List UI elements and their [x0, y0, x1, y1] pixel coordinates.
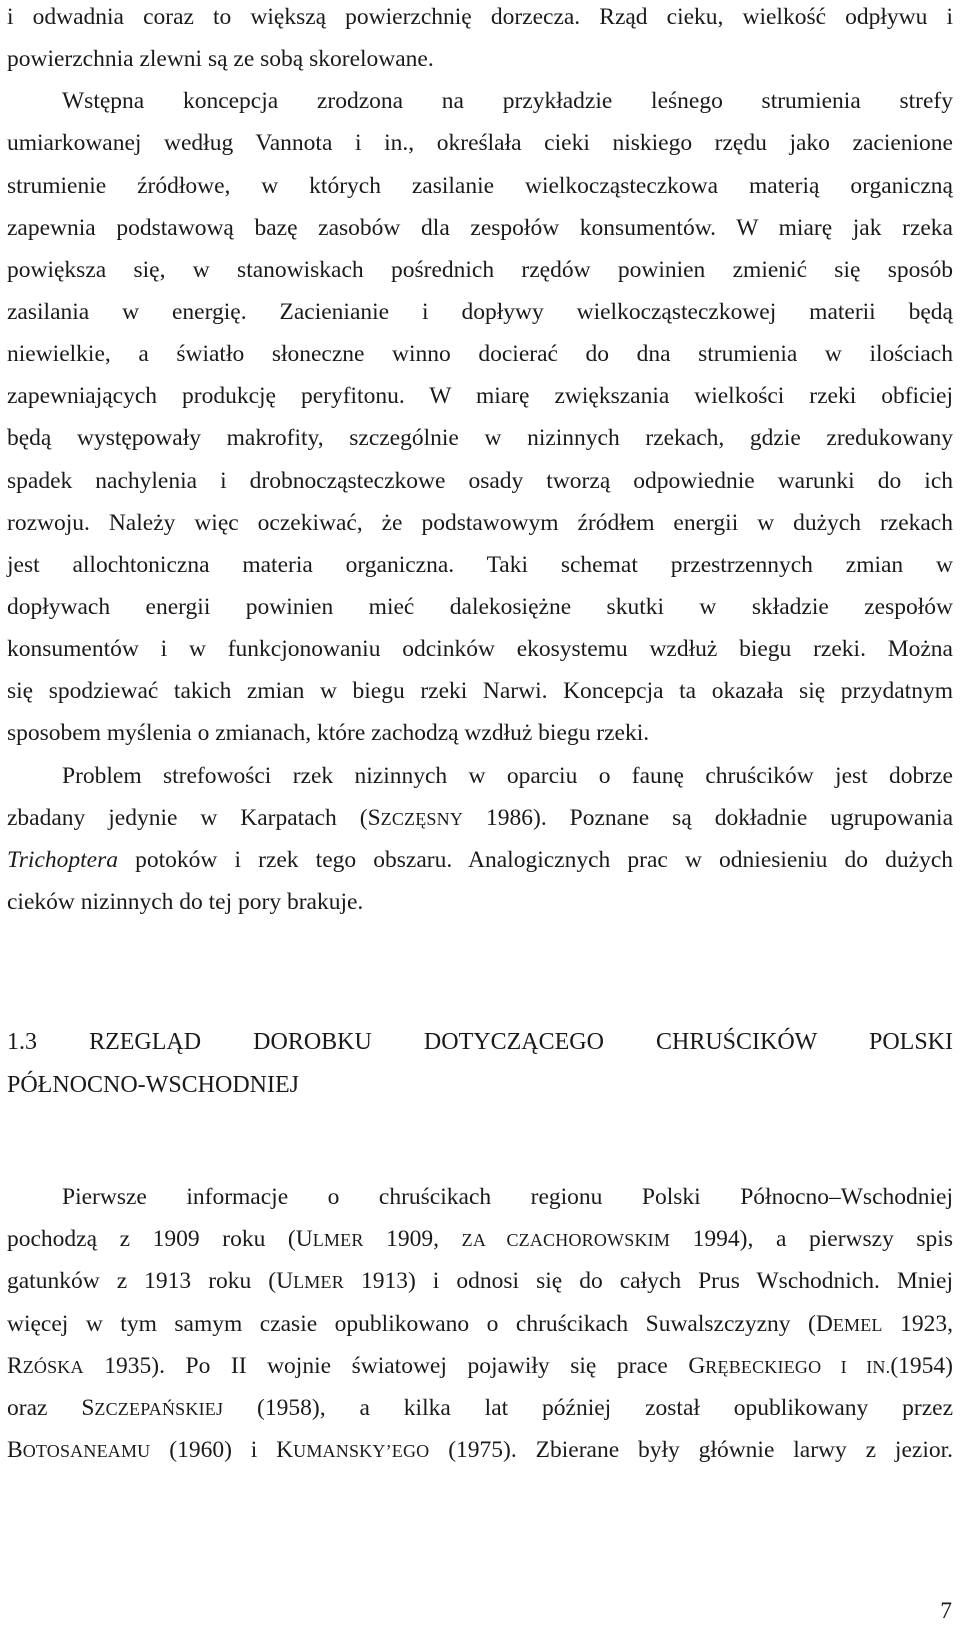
- text-line: umiarkowanej według Vannota i in., określała cieki niskiego rzędu jako zacienione: [7, 130, 953, 156]
- text-line: oraz SZCZEPAŃSKIEJ (1958), a kilka lat później został opublikowany przez: [7, 1395, 953, 1421]
- text-line: Pierwsze informacje o chruścikach regionu Polski Północno–Wschodniej: [62, 1184, 953, 1210]
- text-line: konsumentów i w funkcjonowaniu odcinków ekosystemu wzdłuż biegu rzeki. Można: [7, 636, 953, 662]
- text-line: sposobem myślenia o zmianach, które zachodzą wzdłuż biegu rzeki.: [7, 720, 650, 746]
- text-line: gatunków z 1913 roku (ULMER 1913) i odnosi się do całych Prus Wschodnich. Mniej: [7, 1268, 953, 1294]
- text-line: powiększa się, w stanowiskach pośrednich rzędów powinien zmienić się sposób: [7, 257, 953, 283]
- author-smallcaps: ZCZĘSNY: [380, 809, 464, 829]
- text-line: BOTOSANEAMU (1960) i KUMANSKY’EGO (1975). Zbierane były głównie larwy z jezior.: [7, 1437, 953, 1463]
- section-heading: PÓŁNOCNO-WSCHODNIEJ: [7, 1072, 299, 1098]
- text-line: się spodziewać takich zmian w biegu rzeki Narwi. Koncepcja ta okazała się przydatnym: [7, 678, 953, 704]
- text-line: niewielkie, a światło słoneczne winno docierać do dna strumienia w ilościach: [7, 341, 953, 367]
- text-line: RZÓSKA 1935). Po II wojnie światowej pojawiły się prace GRĘBECKIEGO I IN.(1954): [7, 1353, 953, 1379]
- text-line: jest allochtoniczna materia organiczna. Taki schemat przestrzennych zmian w: [7, 552, 953, 578]
- text-line: Trichoptera potoków i rzek tego obszaru. Analogicznych prac w odniesieniu do dużych: [7, 847, 953, 873]
- text-line: cieków nizinnych do tej pory brakuje.: [7, 889, 364, 915]
- text-line: rozwoju. Należy więc oczekiwać, że podstawowym źródłem energii w dużych rzekach: [7, 510, 953, 536]
- text-line: pochodzą z 1909 roku (ULMER 1909, ZA CZACHOROWSKIM 1994), a pierwszy spis: [7, 1226, 953, 1252]
- text-line: dopływach energii powinien mieć dalekosiężne skutki w składzie zespołów: [7, 594, 953, 620]
- text-line: i odwadnia coraz to większą powierzchnię dorzecza. Rząd cieku, wielkość odpływu i: [7, 4, 953, 30]
- text-line: spadek nachylenia i drobnocząsteczkowe osady tworzą odpowiednie warunki do ich: [7, 468, 953, 494]
- page-number: 7: [940, 1598, 952, 1624]
- text-line: Wstępna koncepcja zrodzona na przykładzie leśnego strumienia strefy: [62, 88, 953, 114]
- text-line: powierzchnia zlewni są ze sobą skorelowane.: [7, 46, 434, 72]
- section-heading: 1.3 RZEGLĄD DOROBKU DOTYCZĄCEGO CHRUŚCIKÓW POLSKI: [7, 1029, 953, 1055]
- text-line: więcej w tym samym czasie opublikowano o chruścikach Suwalszczyzny (DEMEL 1923,: [7, 1311, 953, 1337]
- text-line: zapewnia podstawową bazę zasobów dla zespołów konsumentów. W miarę jak rzeka: [7, 215, 953, 241]
- taxon-italic: Trichoptera: [7, 847, 118, 873]
- text-line: zapewniających produkcję peryfitonu. W miarę zwiększania wielkości rzeki obficiej: [7, 383, 953, 409]
- text-line: zbadany jedynie w Karpatach (SZCZĘSNY 1986). Poznane są dokładnie ugrupowania: [7, 805, 953, 831]
- text-line: zasilania w energię. Zacienianie i dopływy wielkocząsteczkowej materii będą: [7, 299, 953, 325]
- text-line: Problem strefowości rzek nizinnych w oparciu o faunę chruścików jest dobrze: [62, 763, 953, 789]
- text-line: strumienie źródłowe, w których zasilanie wielkocząsteczkowa materią organiczną: [7, 173, 953, 199]
- text-line: będą występowały makrofity, szczególnie w nizinnych rzekach, gdzie zredukowany: [7, 425, 953, 451]
